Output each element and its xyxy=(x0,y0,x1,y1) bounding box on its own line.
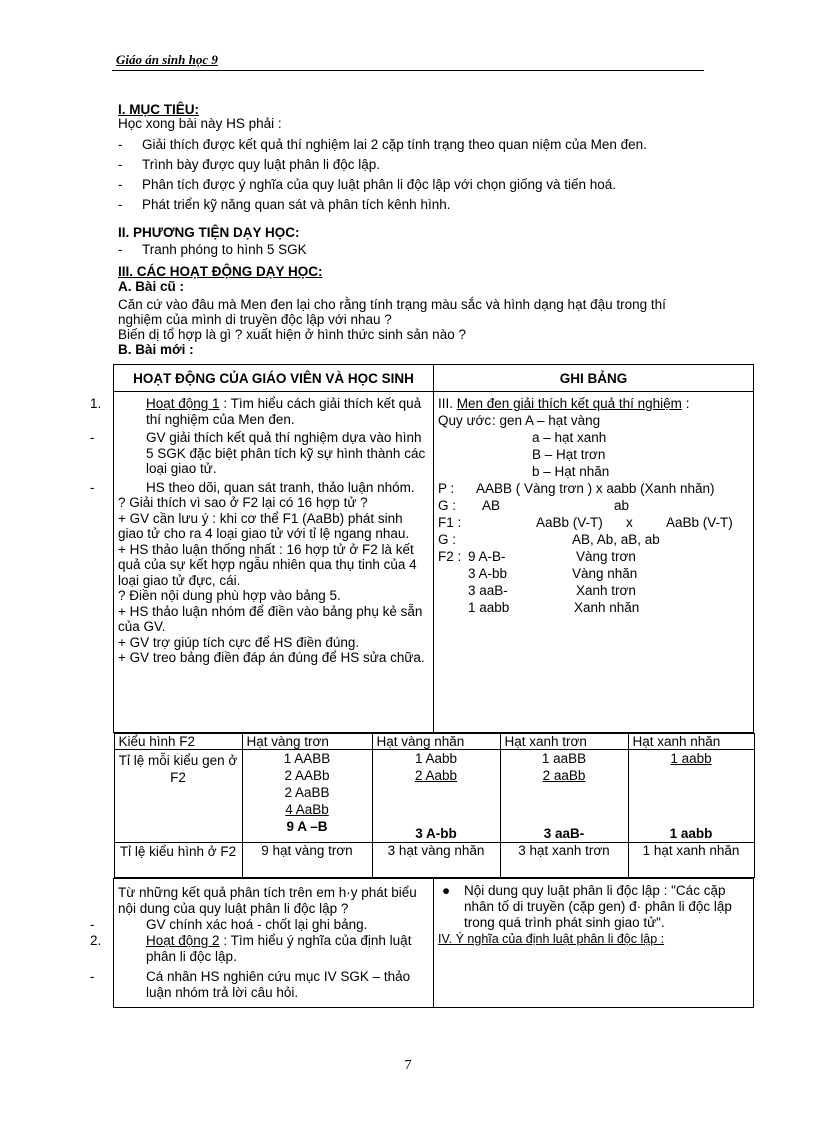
activity-1: 1. Hoạt động 1 : Tìm hiểu cách giải thích kết quả thí nghiệm của Men đen. xyxy=(90,396,422,427)
header-cell: Hạt xanh trơn xyxy=(500,734,628,750)
paragraph: Từ những kết quả phân tích trên em h·y phát biểu nội dung của quy luật phân li độc lập ? xyxy=(118,885,417,916)
objective-item: - Trình bày được quy luật phân li độc lập. xyxy=(118,157,381,172)
header-rule xyxy=(112,70,704,71)
genotype-cell: 1 aaBB 2 aaBb 3 aaB- xyxy=(500,750,628,843)
row-label: Tỉ lệ mỗi kiểu gen ở F2 xyxy=(114,750,242,843)
page-header: Giáo án sinh học 9 xyxy=(116,52,218,67)
list-item: - GV chính xác hoá - chốt lại ghi bảng. xyxy=(90,917,368,932)
activity-1-label: Hoạt động 1 xyxy=(146,396,220,411)
inner-table-cell xyxy=(114,733,754,879)
paragraph: ? Điền nội dung phù hợp vào bảng 5. xyxy=(118,588,341,603)
row-label: Tỉ lệ kiểu hình ở F2 xyxy=(114,843,242,878)
old-question-1b: nghiệm của mình di truyền độc lập với nhau ? xyxy=(118,312,392,327)
phenotype-cell: 3 hạt xanh trơn xyxy=(500,843,628,878)
header-cell: Hạt vàng trơn xyxy=(242,734,372,750)
activity-2-label: Hoạt động 2 xyxy=(146,933,220,948)
objective-item: - Phân tích được ý nghĩa của quy luật phân li độc lập với chọn giống và tiến hoá. xyxy=(118,177,617,192)
col-header-activities: HOẠT ĐỘNG CỦA GIÁO VIÊN VÀ HỌC SINH xyxy=(114,365,434,392)
paragraph: + GV cần lưu ý : khi cơ thể F1 (AaBb) phát sinh giao tử cho ra 4 loại giao tử với tỉ lệ ngang nhau. xyxy=(118,510,410,541)
old-question-1a: Căn cứ vào đâu mà Men đen lại cho rằng tính trạng màu sắc và hình dạng hạt đậu trong thí xyxy=(118,297,666,312)
page-number: 7 xyxy=(404,1058,412,1073)
table-header-row xyxy=(114,365,754,392)
old-question-2: Biến dị tổ hợp là gì ? xuất hiện ở hình thức sinh sản nào ? xyxy=(118,327,466,342)
objectives-title: I. MỤC TIÊU: xyxy=(118,102,199,117)
phenotype-header-row xyxy=(114,734,754,750)
table-row xyxy=(114,733,754,879)
list-item: - Cá nhân HS nghiên cứu mục IV SGK – thảo luận nhóm trả lời câu hỏi. xyxy=(90,969,411,1000)
f2-row: 3 A-bb Vàng nhăn xyxy=(468,566,638,581)
phenotype-cell: 9 hạt vàng trơn xyxy=(242,843,372,878)
paragraph: + HS thảo luận thống nhất : 16 hợp tử ở F2 là kết quả của sự kết hợp ngẫu nhiên qua thụ tinh của 4 loại giao tử đực, cái. xyxy=(118,541,417,588)
header-cell: Hạt xanh nhăn xyxy=(628,734,754,750)
means-item: - Tranh phóng to hình 5 SGK xyxy=(118,242,307,257)
board-cell-1 xyxy=(434,392,754,733)
phenotype-cell: 1 hạt xanh nhăn xyxy=(628,843,754,878)
activities-cell-2 xyxy=(90,879,434,1008)
bullet-icon: ● xyxy=(442,883,451,898)
cross-g2: G : AB, Ab, aB, ab xyxy=(438,532,660,547)
phenotype-ratio-row xyxy=(114,843,754,878)
old-lesson-title: A. Bài cũ : xyxy=(118,279,185,294)
f2-row: 3 aaB- Xanh trơn xyxy=(468,583,636,598)
paragraph: + GV treo bảng điền đáp án đúng để HS sửa chữa. xyxy=(118,650,425,665)
phenotype-table xyxy=(114,733,755,878)
table-row xyxy=(114,392,754,733)
lesson-table xyxy=(90,364,754,1008)
new-lesson-title: B. Bài mới : xyxy=(118,342,194,357)
board-cell-2 xyxy=(434,879,754,1008)
law-statement: ● Nội dung quy luật phân li độc lập : "Các cặp nhân tố di truyền (cặp gen) đ· phân li độc lập trong quá trình phát sinh giao tử". xyxy=(442,883,732,930)
genotype-cell: 1 AABB 2 AABb 2 AaBB 4 AaBb 9 A –B xyxy=(242,750,372,843)
genotype-cell: 1 Aabb 2 Aabb 3 A-bb xyxy=(372,750,500,843)
paragraph: + HS thảo luận nhóm để điền vào bảng phụ kẻ sẵn của GV. xyxy=(118,603,423,634)
objectives-intro: Học xong bài này HS phải : xyxy=(118,116,282,131)
header-cell: Kiểu hình F2 xyxy=(114,734,242,750)
genotype-cell: 1 aabb 1 aabb xyxy=(628,750,754,843)
phenotype-cell: 3 hạt vàng nhăn xyxy=(372,843,500,878)
list-item: - GV giải thích kết quả thí nghiệm dựa vào hình 5 SGK đặc biệt phân tích kỹ sự hình thành các loại giao tử. xyxy=(90,430,426,476)
paragraph: ? Giải thích vì sao ở F2 lại có 16 hợp tử ? xyxy=(118,495,368,510)
means-title: II. PHƯƠNG TIỆN DẠY HỌC: xyxy=(118,225,300,240)
genotype-ratio-row xyxy=(114,750,754,843)
cross-f1: F1 : AaBb (V-T) x AaBb (V-T) xyxy=(438,515,733,530)
objectives-section xyxy=(118,103,708,215)
activity-2: 2. Hoạt động 2 : Tìm hiểu ý nghĩa của định luật phân li độc lập. xyxy=(90,933,412,964)
cross-g: G : AB ab xyxy=(438,498,630,513)
objective-item: - Phát triển kỹ năng quan sát và phân tích kênh hình. xyxy=(118,197,451,212)
table-row xyxy=(114,879,754,1008)
f2-row: F2 : 9 A-B- Vàng trơn xyxy=(438,549,636,564)
means-section xyxy=(118,224,708,258)
list-item: - HS theo dõi, quan sát tranh, thảo luận nhóm. xyxy=(90,479,415,495)
header-cell: Hạt vàng nhăn xyxy=(372,734,500,750)
paragraph: + GV trợ giúp tích cực để HS điền đúng. xyxy=(118,634,360,650)
activities-section xyxy=(118,264,718,357)
col-header-board: GHI BẢNG xyxy=(434,365,754,392)
meaning-title: IV. Ý nghĩa của định luật phân li độc lập : xyxy=(438,932,665,946)
f2-row: 1 aabb Xanh nhăn xyxy=(468,600,640,615)
objective-item: - Giải thích được kết quả thí nghiệm lai 2 cặp tính trạng theo quan niệm của Men đen. xyxy=(118,137,647,152)
cross-p: P : AABB ( Vàng trơn ) x aabb (Xanh nhăn) xyxy=(438,481,715,496)
board-title: III. Men đen giải thích kết quả thí nghiệm : xyxy=(438,396,690,411)
activities-cell-1 xyxy=(90,392,434,733)
convention-block: Quy ước : gen A – hạt vàng a – hạt xanh B – Hạt trơn b – Hạt nhăn xyxy=(438,413,610,479)
activities-title: III. CÁC HOẠT ĐỘNG DẠY HỌC: xyxy=(118,264,323,279)
